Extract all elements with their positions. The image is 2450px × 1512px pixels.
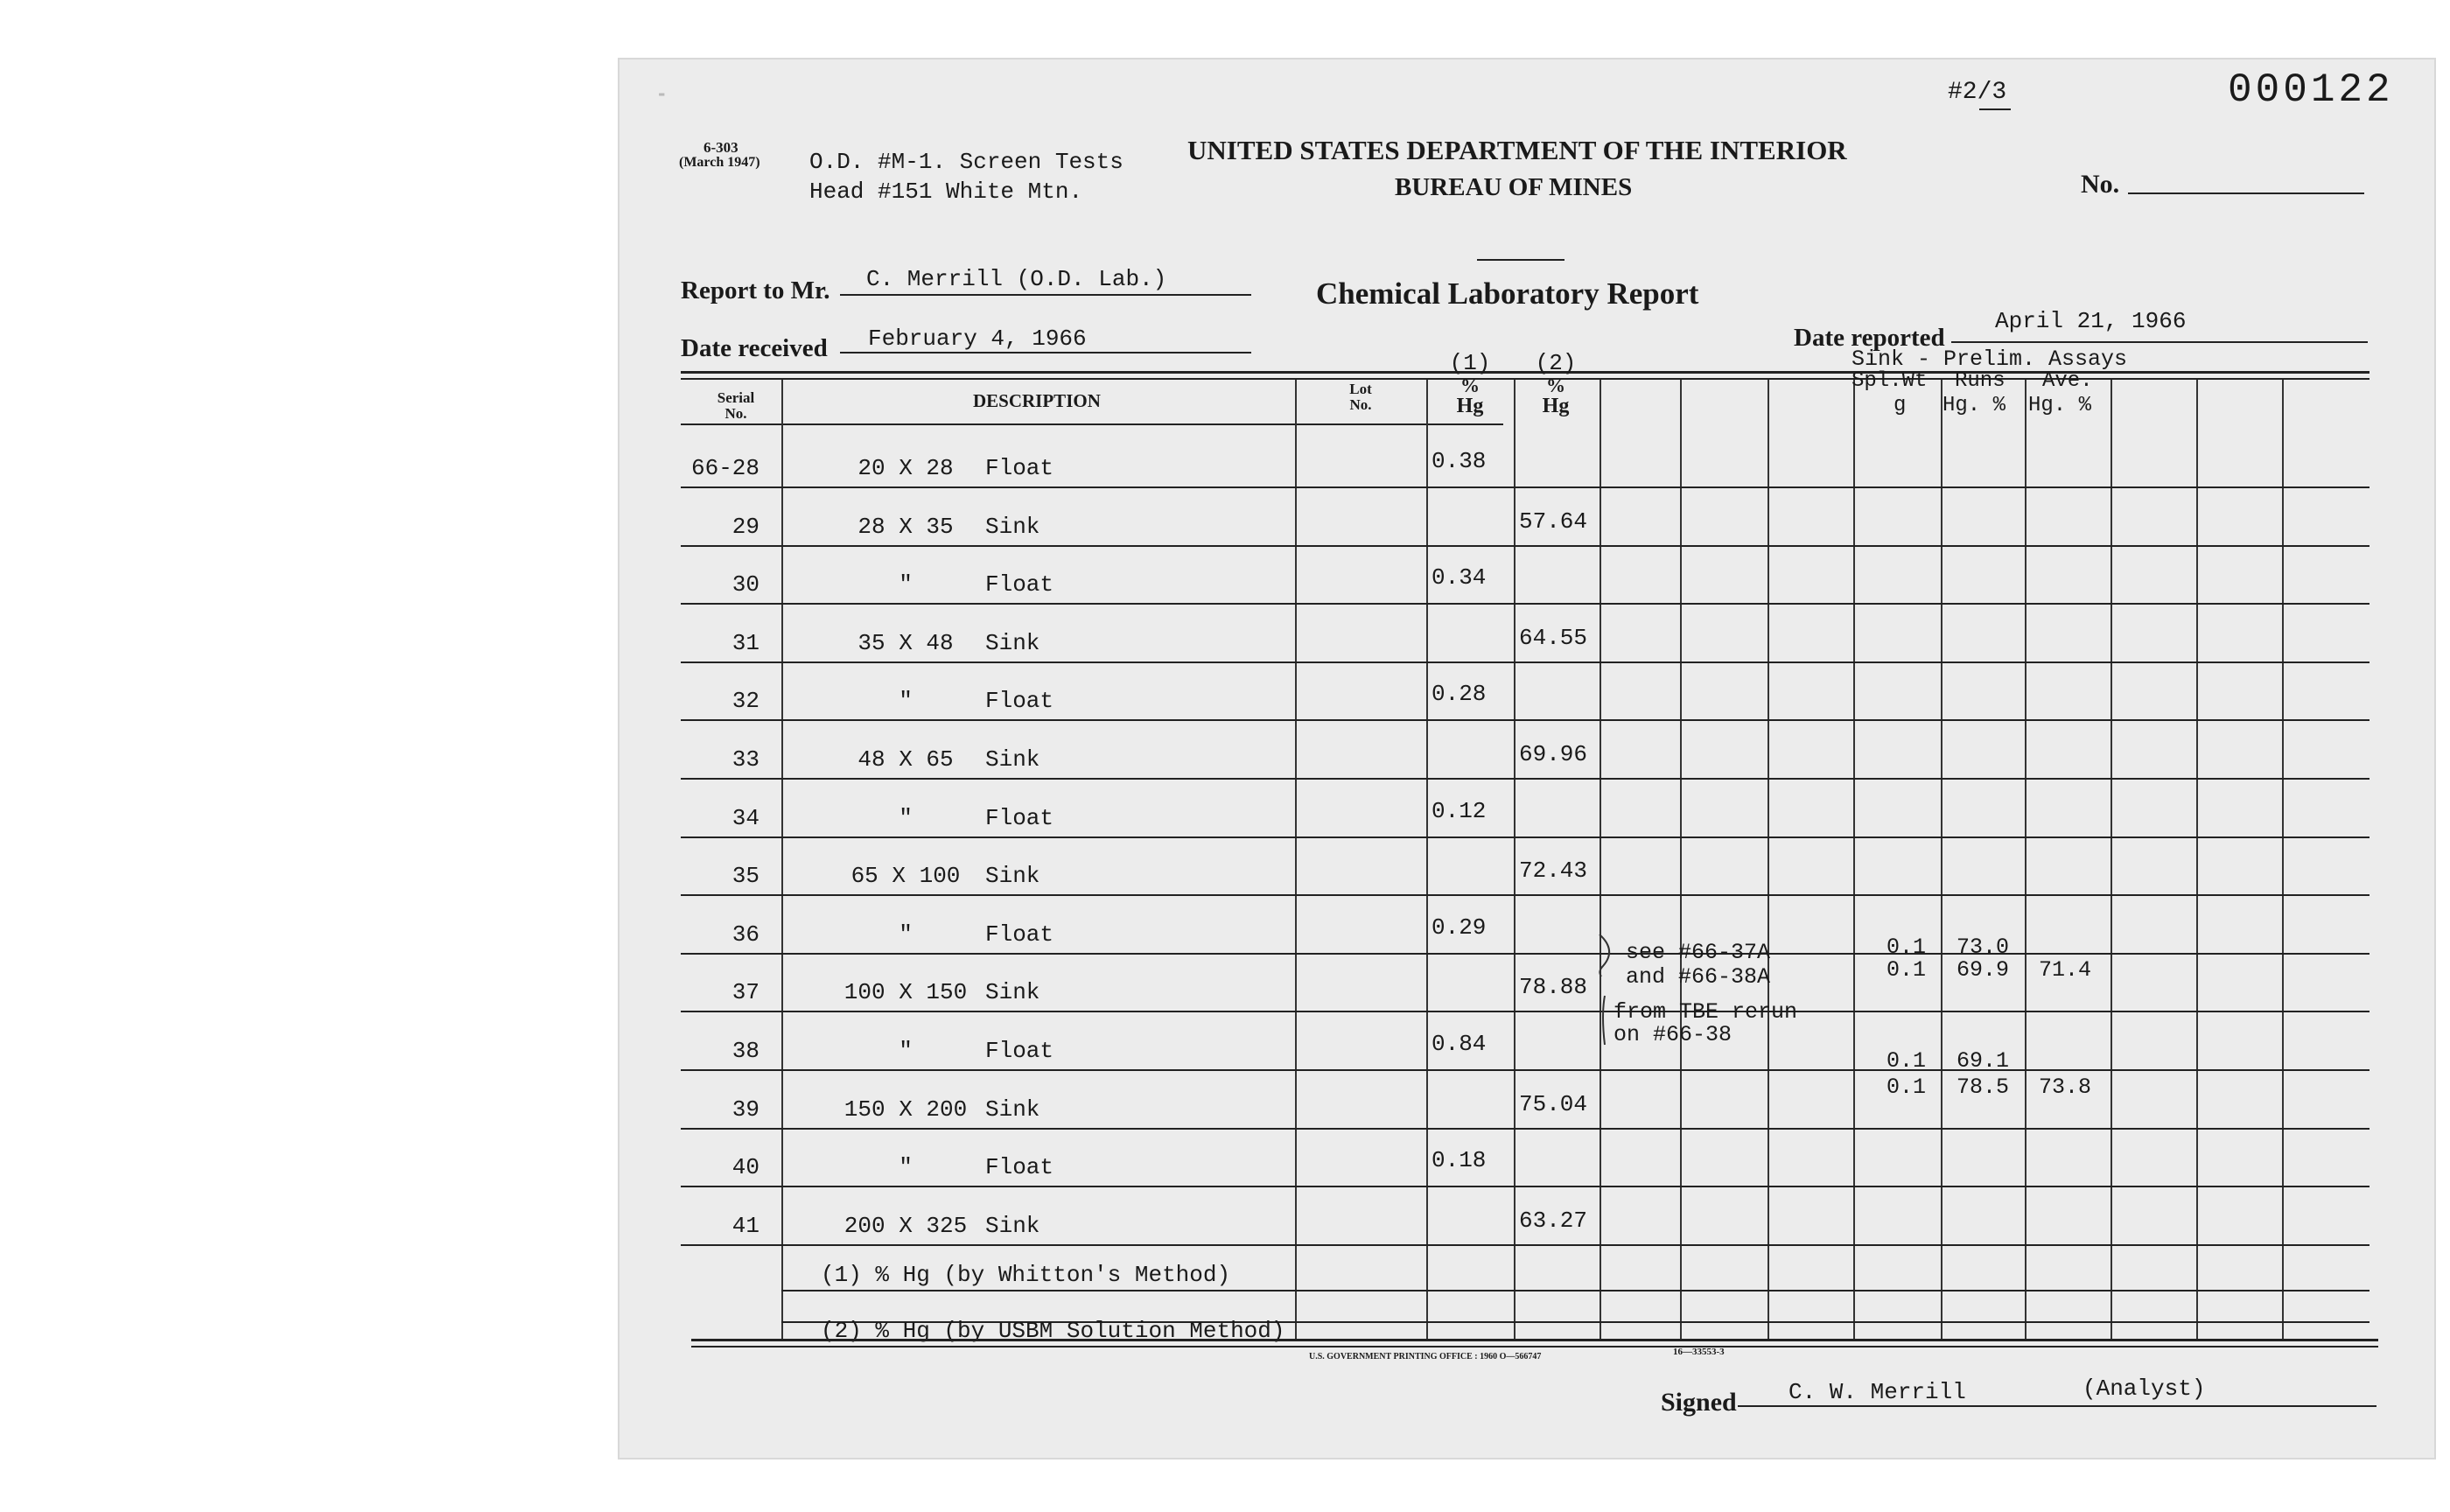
form-number: 6-303 — [704, 139, 738, 156]
screen-size: 28 X 35 — [858, 514, 954, 540]
note-bracket-1 — [1600, 934, 1609, 976]
fraction-type: Sink — [985, 746, 1040, 773]
department-title: UNITED STATES DEPARTMENT OF THE INTERIOR — [1187, 135, 1847, 165]
serial-number: 40 — [732, 1154, 760, 1180]
serial-number: 32 — [732, 688, 760, 714]
note-bracket-2 — [1603, 996, 1605, 1045]
fraction-type: Sink — [985, 514, 1040, 540]
screen-size: 150 X 200 — [844, 1096, 968, 1123]
serial-number: 34 — [732, 805, 760, 831]
assay-value: 73.0 — [1956, 934, 2010, 960]
table-bottom-rule-2 — [691, 1346, 2378, 1348]
fraction-type: Float — [985, 1154, 1054, 1180]
table-bottom-rule — [691, 1339, 2378, 1341]
note-line-1: see #66-37A — [1626, 940, 1771, 965]
screen-size: " — [899, 1154, 913, 1180]
fraction-type: Sink — [985, 1096, 1040, 1123]
hg-percent-method-1: 0.18 — [1432, 1147, 1487, 1173]
fraction-type: Sink — [985, 1213, 1040, 1239]
hg-percent-method-1: 0.28 — [1432, 681, 1487, 707]
assay-value: 69.1 — [1956, 1048, 2010, 1074]
project-line-2: Head #151 White Mtn. — [809, 178, 1083, 205]
form-date: (March 1947) — [679, 155, 760, 170]
screen-size: 65 X 100 — [850, 863, 961, 889]
printing-office-line: U.S. GOVERNMENT PRINTING OFFICE : 1960 O—566747 — [1309, 1352, 1542, 1362]
fraction-type: Float — [985, 921, 1054, 948]
document-number: 000122 — [2228, 67, 2394, 113]
bureau-title: BUREAU OF MINES — [1395, 173, 1633, 201]
serial-number: 36 — [732, 921, 760, 948]
serial-number: 66-28 — [690, 455, 760, 481]
col-head-2-hg: Hg — [1542, 395, 1570, 417]
page-mark: ⁼ — [658, 90, 666, 105]
hg-percent-method-1: 0.34 — [1432, 564, 1487, 591]
signature-line — [1738, 1405, 2376, 1407]
hg-percent-method-2: 75.04 — [1519, 1091, 1588, 1117]
date-reported-value: April 21, 1966 — [1995, 308, 2187, 334]
assay-col-splwt-unit: g — [1894, 394, 1907, 417]
form-code: 16—33553-3 — [1673, 1347, 1725, 1357]
number-label: No. — [2081, 170, 2120, 199]
screen-size: " — [899, 805, 913, 831]
report-title: Chemical Laboratory Report — [1316, 276, 1699, 311]
signed-role: (Analyst) — [2082, 1376, 2206, 1402]
assay-section-heading: Sink - Prelim. Assays — [1852, 346, 2128, 372]
serial-number: 29 — [732, 514, 760, 540]
fraction-type: Float — [985, 455, 1054, 481]
hg-percent-method-2: 69.96 — [1519, 741, 1588, 767]
project-line-1: O.D. #M-1. Screen Tests — [809, 149, 1124, 175]
serial-number: 38 — [732, 1038, 760, 1064]
col-head-2-percent: % — [1546, 374, 1565, 396]
assay-value: 69.9 — [1956, 957, 2010, 983]
hg-percent-method-2: 57.64 — [1519, 508, 1588, 535]
serial-number: 39 — [732, 1096, 760, 1123]
report-to-label: Report to Mr. — [681, 276, 830, 304]
assay-col-ave-unit: Hg. % — [2028, 394, 2092, 417]
page-sequence: #2/3 — [1948, 79, 2007, 106]
assay-value: 78.5 — [1956, 1074, 2010, 1100]
col-head-1-marker: (1) — [1449, 350, 1491, 376]
fraction-type: Sink — [985, 863, 1040, 889]
fraction-type: Float — [985, 688, 1054, 714]
assay-col-runs-unit: Hg. % — [1942, 394, 2006, 417]
screen-size: " — [899, 571, 913, 598]
assay-value: 0.1 — [1886, 1048, 1927, 1074]
hg-percent-method-2: 64.55 — [1519, 625, 1588, 651]
col-head-2-marker: (2) — [1535, 350, 1577, 376]
assay-value: 0.1 — [1886, 934, 1927, 960]
screen-size: 20 X 28 — [858, 455, 954, 481]
serial-number: 31 — [732, 630, 760, 656]
hg-percent-method-1: 0.29 — [1432, 914, 1487, 941]
fraction-type: Float — [985, 805, 1054, 831]
note-line-4: on #66-38 — [1614, 1022, 1732, 1047]
note-line-3: from TBE rerun — [1614, 999, 1798, 1025]
col-head-lot: Lot — [1349, 381, 1372, 397]
col-head-1-hg: Hg — [1456, 395, 1484, 417]
footnote-1: (1) % Hg (by Whitton's Method) — [821, 1262, 1231, 1288]
signed-name: C. W. Merrill — [1788, 1379, 1966, 1405]
screen-size: " — [899, 1038, 913, 1064]
screen-size: 200 X 325 — [844, 1213, 968, 1239]
screen-size: 35 X 48 — [858, 630, 954, 656]
hg-percent-method-2: 63.27 — [1519, 1208, 1588, 1234]
note-line-2: and #66-38A — [1626, 964, 1771, 990]
assay-value: 0.1 — [1886, 1074, 1927, 1100]
fraction-type: Float — [985, 1038, 1054, 1064]
hg-percent-method-1: 0.12 — [1432, 798, 1487, 824]
signed-label: Signed — [1661, 1388, 1737, 1417]
col-head-description: DESCRIPTION — [973, 390, 1101, 411]
assay-value: 0.1 — [1886, 957, 1927, 983]
hg-percent-method-1: 0.38 — [1432, 448, 1487, 474]
screen-size: " — [899, 688, 913, 714]
date-received-value: February 4, 1966 — [868, 326, 1087, 352]
fraction-type: Float — [985, 571, 1054, 598]
hg-percent-method-1: 0.84 — [1432, 1031, 1487, 1057]
assay-col-runs: Runs — [1955, 369, 2006, 393]
serial-number: 30 — [732, 571, 760, 598]
hg-percent-method-2: 78.88 — [1519, 974, 1588, 1000]
date-received-label: Date received — [681, 334, 828, 362]
date-reported-label: Date reported — [1794, 324, 1945, 352]
col-head-serial-no: No. — [724, 405, 747, 422]
serial-number: 41 — [732, 1213, 760, 1239]
fraction-type: Sink — [985, 630, 1040, 656]
footnote-2: (2) % Hg (by USBM Solution Method) — [821, 1318, 1285, 1344]
assay-average: 73.8 — [2039, 1074, 2092, 1100]
col-head-serial: Serial — [717, 389, 755, 406]
screen-size: 100 X 150 — [844, 979, 968, 1005]
screen-size: 48 X 65 — [858, 746, 954, 773]
hg-percent-method-2: 72.43 — [1519, 858, 1588, 884]
report-to-value: C. Merrill (O.D. Lab.) — [866, 266, 1167, 292]
col-head-lot-no: No. — [1349, 396, 1372, 413]
assay-col-ave: Ave. — [2042, 369, 2093, 393]
assay-average: 71.4 — [2039, 957, 2092, 983]
col-head-1-percent: % — [1460, 374, 1480, 396]
serial-number: 33 — [732, 746, 760, 773]
fraction-type: Sink — [985, 979, 1040, 1005]
assay-col-splwt: Spl.Wt — [1852, 369, 1928, 393]
serial-number: 37 — [732, 979, 760, 1005]
screen-size: " — [899, 921, 913, 948]
serial-number: 35 — [732, 863, 760, 889]
